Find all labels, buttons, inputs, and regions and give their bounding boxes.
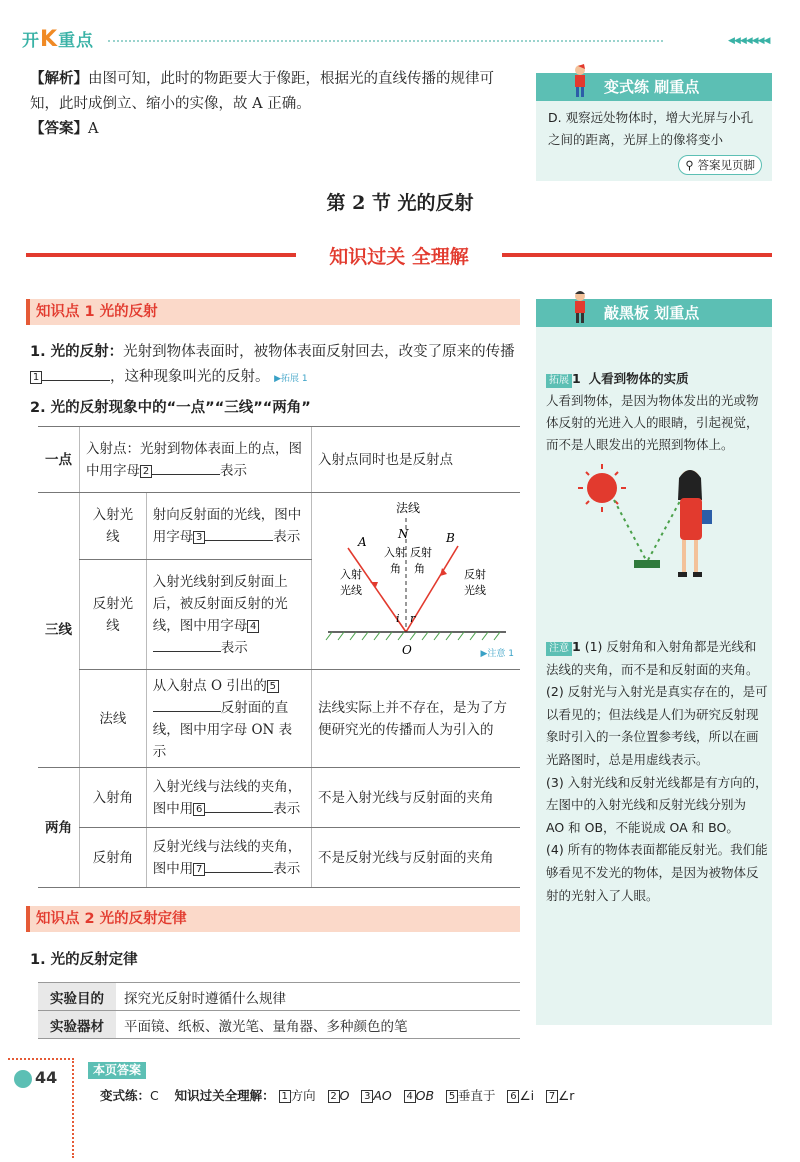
answer-blank[interactable] bbox=[153, 651, 221, 652]
cell-incident-ray: 射向反射面的光线，图中用字母 3 表示 bbox=[146, 493, 311, 560]
caution-note: 注意 1 (1) 反射角和入射角都是光线和法线的夹角，而不是和反射面的夹角。 (2) 反射光与入射光是真实存在的，是可以看见的；但法线是人们为研究反射现象时引入的一条位置参考线，所以在画光路图时，总是用虚线表示。 (3) 入射光线和反射光线都是有方向的，左图中的入射光线和反射光线分别为 AO 和 OB，不能说成 OA 和 BO。 (4) 所有的物体表面都能反射光。我们能够看见不发光的物体，是因为被物体反射的光射入了人眼。 bbox=[546, 639, 768, 903]
table-row bbox=[38, 828, 520, 888]
cell-normal-note: 法线实际上并不存在，是为了方便研究光的传播而人为引入的 bbox=[312, 670, 521, 768]
extension-note: 拓展 1 人看到物体的实质 人看到物体，是因为物体发出的光或物体反射的光进入人的眼睛，引起视觉，而不是人眼发出的光照到物体上。 bbox=[546, 368, 768, 456]
answer-blank[interactable] bbox=[42, 380, 110, 381]
variant-box-title: 变式练 刷重点 bbox=[604, 78, 700, 96]
extension-tag: ▶拓展 1 bbox=[274, 374, 308, 384]
book-icon bbox=[634, 560, 660, 568]
header-dotted-line bbox=[108, 40, 663, 42]
variant-box-text: D. 观察远处物体时，增大光屏与小孔之间的距离，光屏上的像将变小 bbox=[548, 110, 754, 147]
cell-reflected-ray: 入射光线射到反射面上后，被反射面反射的光线，图中用字母 4表示 bbox=[146, 560, 311, 670]
table-row bbox=[38, 670, 520, 768]
label-N: N bbox=[398, 527, 409, 541]
blank-number: 1 bbox=[30, 371, 42, 384]
analysis-text: 由图可知，此时的物距要大于像距，根据光的直线传播的规律可知，此时成倒立、缩小的实像，故 A 正确。 bbox=[30, 71, 494, 112]
cell-incident-angle: 入射光线与法线的夹角，图中用 6 表示 bbox=[146, 768, 311, 828]
page-answers-label: 本页答案 bbox=[88, 1062, 146, 1079]
answer-blank[interactable] bbox=[205, 540, 273, 541]
caution-label: 注意 bbox=[546, 642, 572, 656]
label-i: i bbox=[396, 612, 400, 625]
teacher-figure-icon bbox=[568, 289, 592, 325]
reflection-diagram bbox=[318, 496, 514, 666]
answer-blank[interactable] bbox=[152, 474, 220, 475]
answer-at-footer-pill: ⚲ 答案见页脚 bbox=[678, 155, 762, 175]
brand-logo: 开K重点 bbox=[22, 27, 95, 52]
band-line-right bbox=[502, 253, 772, 257]
sub-incident-angle: 入射角 bbox=[80, 768, 147, 828]
label-normal: 法线 bbox=[396, 501, 421, 515]
band-title: 知识过关 全理解 bbox=[329, 246, 469, 268]
sub-incident-ray: 入射光线 bbox=[80, 493, 147, 560]
header-arrows: ◀◀◀◀◀◀◀ bbox=[728, 36, 770, 46]
answer-blank[interactable] bbox=[205, 812, 273, 813]
table-row bbox=[38, 493, 520, 560]
table-row bbox=[38, 768, 520, 828]
extension-title: 人看到物体的实质 bbox=[588, 371, 689, 386]
question-1: 1. 光的反射：光射到物体表面时，被物体表面反射回去，改变了原来的传播1 ，这种现象叫光的反射。 ▶拓展 1 bbox=[30, 344, 515, 385]
answer-blank[interactable] bbox=[153, 711, 221, 712]
page-answers: 变式练：C 知识过关全理解： 1 方向 2 O 3 AO 4 OB 5 垂直于 6 ∠i 7 ∠r bbox=[100, 1088, 575, 1103]
label-A: A bbox=[358, 535, 367, 549]
cell-incident-point: 入射点：光射到物体表面上的点，图中用字母 2 表示 bbox=[80, 427, 312, 493]
knowledge-point-2-bar: 知识点 2 光的反射定律 bbox=[26, 906, 520, 932]
label-in-ray-1: 入射 bbox=[340, 568, 362, 581]
variant-practice-box bbox=[536, 73, 772, 181]
sub-normal: 法线 bbox=[80, 670, 147, 768]
label-O: O bbox=[402, 643, 412, 657]
caution-tag: ▶注意 1 bbox=[480, 649, 514, 659]
group-point: 一点 bbox=[38, 427, 80, 493]
answer-blank[interactable] bbox=[205, 872, 273, 873]
analysis-block bbox=[30, 67, 520, 142]
cell-incident-angle-note: 不是入射光线与反射面的夹角 bbox=[312, 768, 521, 828]
band-line-left bbox=[26, 253, 296, 257]
reflection-table bbox=[38, 426, 520, 888]
analysis-label: 【解析】 bbox=[30, 71, 88, 87]
group-angles: 两角 bbox=[38, 768, 80, 888]
cell-normal: 从入射点 O 引出的 5反射面的直线，图中用字母 ON 表示 bbox=[146, 670, 311, 768]
person-seeing-object-illustration bbox=[578, 460, 728, 585]
page-number: 44 bbox=[14, 1068, 70, 1094]
label-re-angle-1: 反射 bbox=[410, 546, 432, 559]
label-B: B bbox=[446, 531, 455, 545]
cell-reflection-angle-note: 不是反射光线与反射面的夹角 bbox=[312, 828, 521, 888]
group-lines: 三线 bbox=[38, 493, 80, 768]
label-in-angle-1: 入射 bbox=[384, 546, 406, 559]
pencil-icon bbox=[14, 1070, 32, 1088]
experiment-table bbox=[38, 982, 520, 1039]
table-row: 实验目的 探究光反射时遵循什么规律 bbox=[38, 983, 520, 1011]
sub-reflected-ray: 反射光线 bbox=[80, 560, 147, 670]
label-re-ray-1: 反射 bbox=[464, 568, 486, 581]
question-2: 2. 光的反射现象中的“一点”“三线”“两角” bbox=[30, 400, 311, 416]
sub-reflection-angle: 反射角 bbox=[80, 828, 147, 888]
label-r: r bbox=[410, 612, 416, 625]
knowledge-point-1-bar: 知识点 1 光的反射 bbox=[26, 299, 520, 325]
label-in-ray-2: 光线 bbox=[340, 584, 362, 597]
knowledge-band bbox=[26, 240, 772, 268]
reflection-diagram-cell bbox=[312, 493, 521, 670]
label-re-angle-2: 角 bbox=[414, 562, 425, 575]
label-re-ray-2: 光线 bbox=[464, 584, 486, 597]
extension-label: 拓展 bbox=[546, 374, 572, 388]
section-title: 第 2 节 光的反射 bbox=[326, 192, 474, 214]
cell-reflection-angle: 反射光线与法线的夹角，图中用 7 表示 bbox=[146, 828, 311, 888]
girl-body bbox=[680, 498, 702, 540]
sun-icon bbox=[587, 473, 617, 503]
extension-text: 人看到物体，是因为物体发出的光或物体反射的光进入人的眼睛，引起视觉，而不是人眼发出的光照到物体上。 bbox=[546, 393, 759, 452]
key-points-title: 敲黑板 划重点 bbox=[604, 304, 700, 322]
key-points-header bbox=[536, 299, 772, 327]
answer-label: 【答案】 bbox=[30, 121, 88, 137]
law-heading: 1. 光的反射定律 bbox=[30, 952, 138, 968]
student-figure-icon bbox=[568, 63, 592, 99]
table-row: 实验器材 平面镜、纸板、激光笔、量角器、多种颜色的笔 bbox=[38, 1011, 520, 1039]
cell-incident-point-note: 入射点同时也是反射点 bbox=[312, 427, 521, 493]
table-row bbox=[38, 427, 520, 493]
answer-value: A bbox=[88, 121, 99, 137]
q1-label: 1. 光的反射： bbox=[30, 344, 124, 360]
variant-box-header bbox=[536, 73, 772, 101]
label-in-angle-2: 角 bbox=[390, 562, 401, 575]
